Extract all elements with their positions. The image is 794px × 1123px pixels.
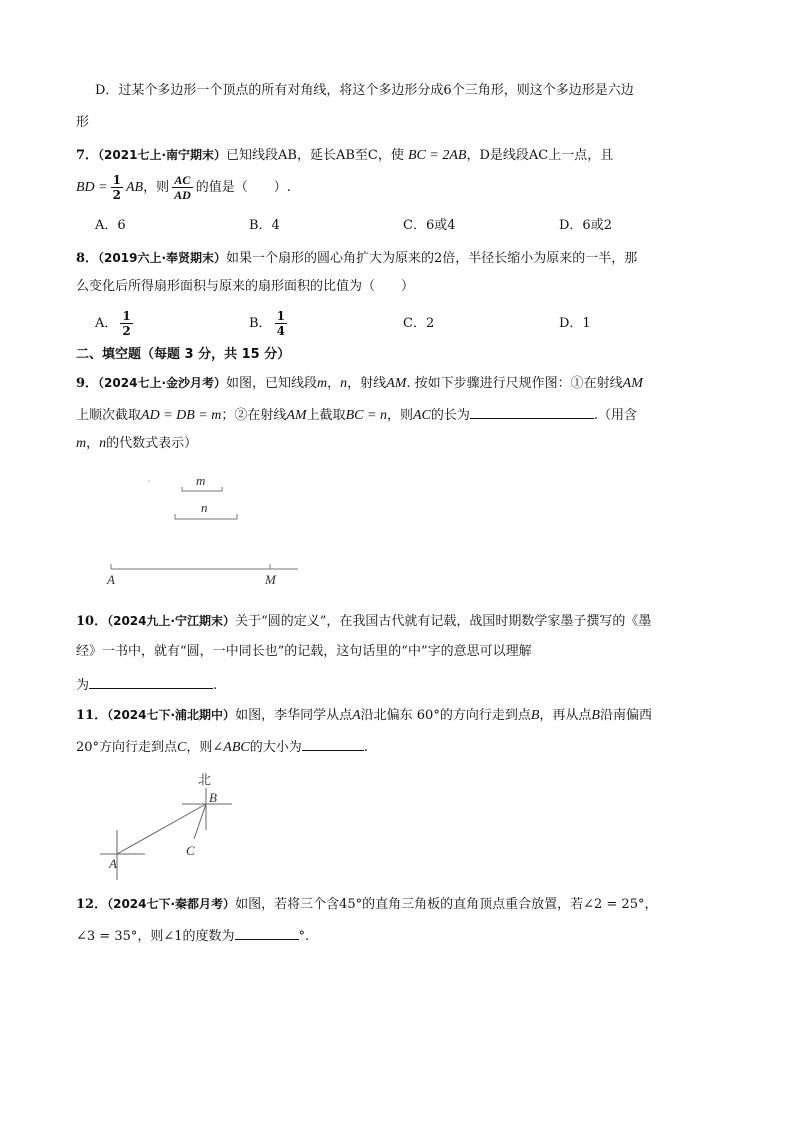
q8-number: 8． [76,251,99,266]
q7-option-b: B．4 [249,218,280,233]
point-a-label: A [109,856,117,871]
q12-stem: 12．（2024七下·秦都月考）如图，若将三个含45°的直角三角板的直角顶点重合放置，若∠2 = 25°， [76,897,658,912]
q7-option-c: C．6或4 [403,218,456,233]
q7-text: 的值是（ ）. [195,180,291,195]
q7-number: 7． [76,148,99,163]
q7-text: ，D是线段AC上一点，且 [466,148,614,163]
q12-answer-blank[interactable] [235,925,299,940]
point-a-label: A [107,572,115,587]
q10-stem-line2: 经》一书中，就有“圆，一中同长也”的记载，这句话里的“中”字的意思可以理解 [76,644,532,659]
q10-stem-line3: 为 . [76,674,217,696]
q7-ratio-fraction: $\frac{AC}{AD}$ [174,173,191,202]
segment-n-label: n [201,500,208,515]
q6-option-d: D．过某个多边形一个顶点的所有对角线，将这个多边形分成6个三角形，则这个多边形是六边 [95,83,634,98]
q8-option-a: A． $\frac{1}{2}$ [95,309,131,338]
q11-answer-blank[interactable] [302,736,364,751]
q9-figure [100,470,320,590]
q7-text: 已知线段AB，延长AB至C，使 [226,148,404,163]
q10-source: （2024九上·宁江期末） [107,614,236,628]
point-b-label: B [209,790,217,805]
q8-source: （2019六上·奉贤期末） [98,251,227,265]
q7-text: ，则 [143,180,170,195]
q7-option-d: D．6或2 [559,218,612,233]
q9-number: 9． [76,376,99,391]
q11-stem-line2: 20°方向行走到点C，则∠ABC的大小为 . [76,736,368,758]
q7-option-a: A．6 [95,218,126,233]
point-m-label: M [265,572,276,587]
q8-option-c: C．2 [403,316,435,331]
north-label: 北 [198,773,212,788]
q7-source: （2021七上·南宁期末） [98,148,227,162]
q8-stem-line2: 么变化后所得扇形面积与原来的扇形面积的比值为（ ） [76,279,415,294]
point-c-label: C [186,843,195,858]
q7-half-fraction: $\frac{1}{2}$ [112,173,121,202]
q10-stem: 10．（2024九上·宁江期末）关于“圆的定义”，在我国古代就有记载，战国时期数学家墨子撰写的《墨 [76,614,652,629]
section-heading: 二、填空题（每题 3 分，共 15 分） [76,347,291,362]
q12-stem-line2: ∠3 = 35°，则∠1的度数为 °. [76,925,309,947]
q9-stem-line2: 上顺次截取AD = DB = m；②在射线AM上截取BC = n，则AC的长为 .（用含 [76,404,637,426]
q11-stem: 11．（2024七下·浦北期中）如图，李华同学从点A沿北偏东 60°的方向行走到点B，再从点B沿南偏西 [76,708,652,723]
q10-number: 10． [76,614,108,629]
q9-stem: 9．（2024七上·金沙月考）如图，已知线段m，n，射线AM. 按如下步骤进行尺规作图：①在射线AM [76,376,643,391]
q8-option-d: D．1 [559,316,591,331]
q9-answer-blank[interactable] [470,404,594,419]
q7-bd: BD = [76,180,108,195]
q6-option-d-continued: 形 [76,115,90,130]
segment-m-label: m [196,473,206,488]
q11-source: （2024七下·浦北期中） [107,708,236,722]
q8-text: 如果一个扇形的圆心角扩大为原来的2倍，半径长缩小为原来的一半，那 [226,251,638,266]
q7-stem [76,145,613,166]
q8-stem [76,248,637,269]
q9-source: （2024七上·金沙月考） [98,376,227,390]
q11-figure [95,768,245,888]
q10-answer-blank[interactable] [89,674,213,689]
q7-stem-line2 [76,172,291,204]
q11-number: 11． [76,708,108,723]
q7-ab: AB [125,180,144,195]
q12-number: 12． [76,897,108,912]
q8-option-b: B． $\frac{1}{4}$ [249,309,285,338]
q12-source: （2024七下·秦都月考） [107,897,236,911]
figure-dot [148,480,150,482]
q7-eq: BC = 2AB [408,148,467,163]
q9-stem-line3: m，n的代数式表示） [76,436,198,451]
